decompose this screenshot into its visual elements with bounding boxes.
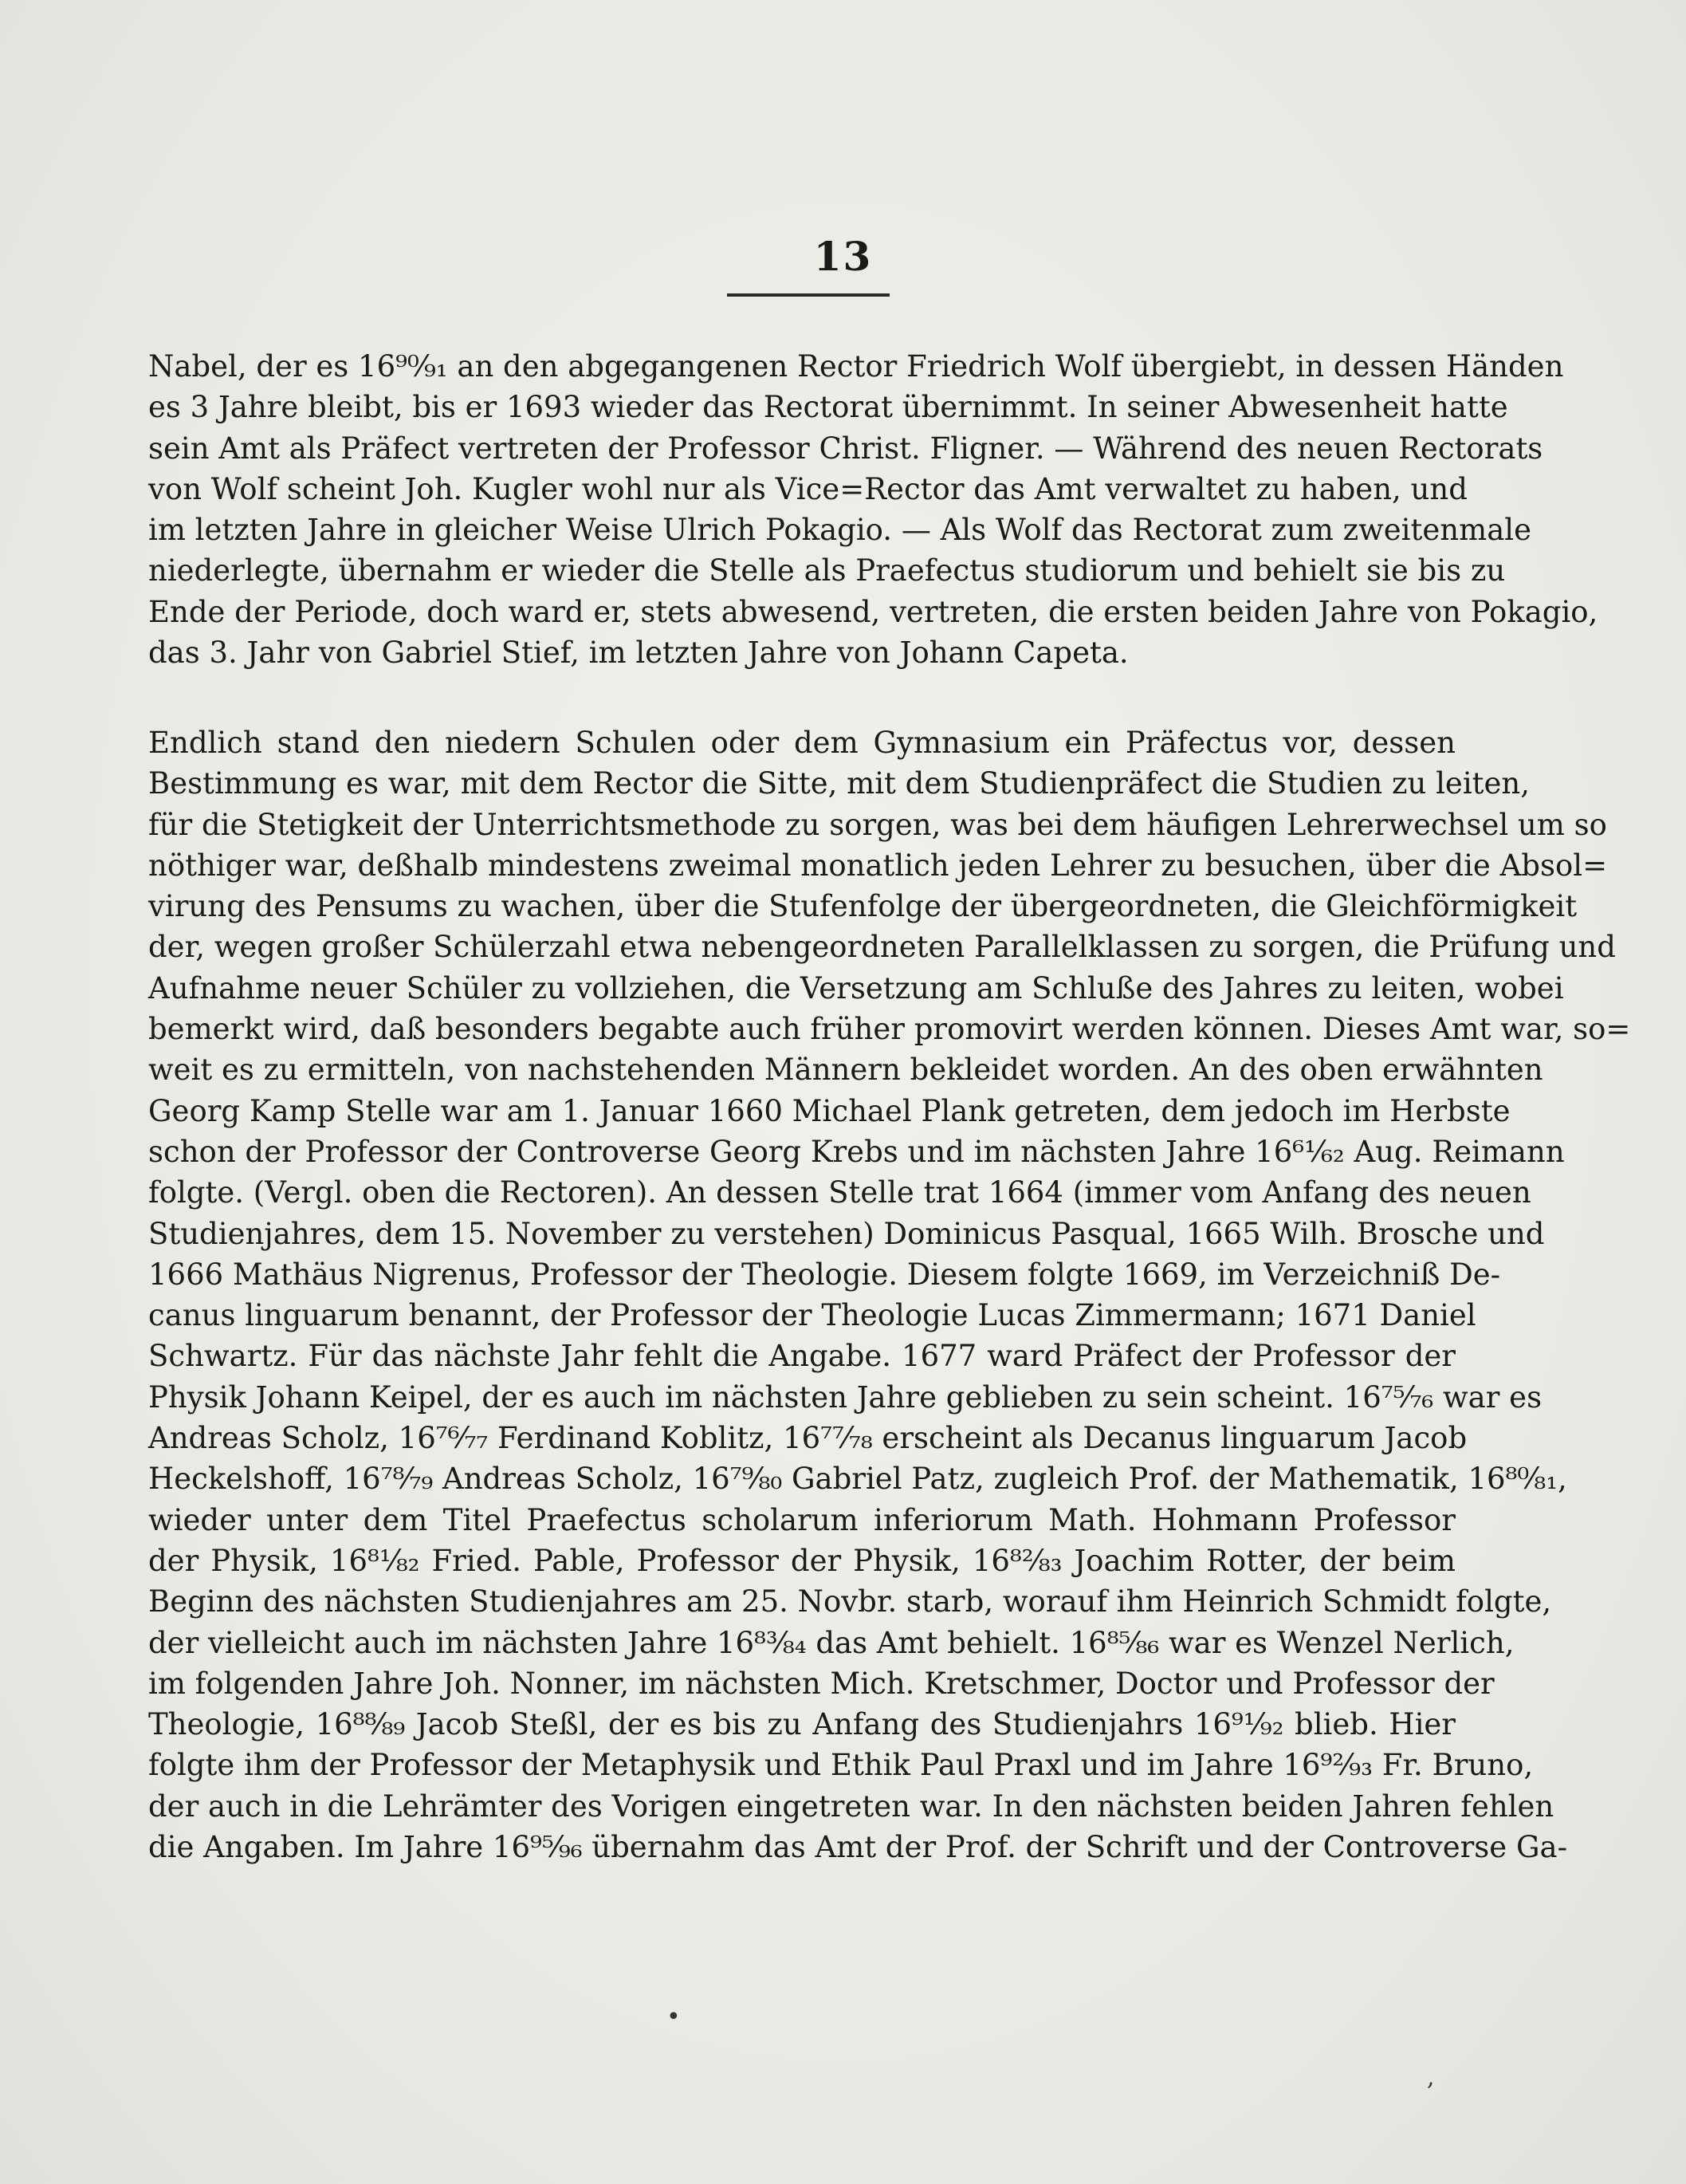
print-speck: • — [666, 2003, 681, 2031]
text-line: Theologie, 16⁸⁸⁄₈₉ Jacob Steßl, der es bis zu Anfang des Studienjahrs 16⁹¹⁄₉₂ blieb. Hier — [148, 1707, 1456, 1742]
text-line: von Wolf scheint Joh. Kugler wohl nur als Vice=Rector das Amt verwaltet zu haben, und — [148, 471, 1468, 506]
text-line: Aufnahme neuer Schüler zu vollziehen, die Versetzung am Schluße des Jahres zu leiten, wobei — [148, 970, 1564, 1005]
text-line: canus linguarum benannt, der Professor der Theologie Lucas Zimmermann; 1671 Daniel — [148, 1298, 1476, 1333]
text-line: der, wegen großer Schülerzahl etwa nebengeordneten Parallelklassen zu sorgen, die Prüfung und — [148, 930, 1616, 965]
text-line: nöthiger war, deßhalb mindestens zweimal monatlich jeden Lehrer zu besuchen, über die Absol= — [148, 848, 1608, 883]
page-number-rule — [727, 293, 890, 297]
text-line: das 3. Jahr von Gabriel Stief, im letzten Jahre von Johann Capeta. — [148, 636, 1129, 671]
text-line: wieder unter dem Titel Praefectus scholarum inferiorum Math. Hohmann Professor — [148, 1502, 1456, 1537]
text-line: es 3 Jahre bleibt, bis er 1693 wieder das Rectorat übernimmt. In seiner Abwesenheit hatte — [148, 390, 1508, 425]
text-line: schon der Professor der Controverse Georg Krebs und im nächsten Jahre 16⁶¹⁄₆₂ Aug. Reimann — [148, 1134, 1565, 1169]
text-line: Heckelshoff, 16⁷⁸⁄₇₉ Andreas Scholz, 16⁷⁹⁄₈₀ Gabriel Patz, zugleich Prof. der Mathematik, 16⁸⁰⁄₈₁, — [148, 1462, 1567, 1497]
text-line: virung des Pensums zu wachen, über die Stufenfolge der übergeordneten, die Gleichförmigkeit — [148, 889, 1578, 924]
text-line: der auch in die Lehrämter des Vorigen eingetreten war. In den nächsten beiden Jahren fehlen — [148, 1789, 1554, 1824]
text-line: der vielleicht auch im nächsten Jahre 16⁸³⁄₈₄ das Amt behielt. 16⁸⁵⁄₈₆ war es Wenzel Nerlich, — [148, 1625, 1515, 1660]
page-number: 13 — [813, 233, 873, 280]
text-line: Nabel, der es 16⁹⁰⁄₉₁ an den abgegangenen Rector Friedrich Wolf übergiebt, in dessen Händen — [148, 349, 1564, 384]
print-speck: , — [1427, 2064, 1435, 2092]
text-line: folgte ihm der Professor der Metaphysik und Ethik Paul Praxl und im Jahre 16⁹²⁄₉₃ Fr. Bruno, — [148, 1748, 1534, 1783]
text-line: der Physik, 16⁸¹⁄₈₂ Fried. Pable, Professor der Physik, 16⁸²⁄₈₃ Joachim Rotter, der beim — [148, 1543, 1456, 1578]
text-line: Georg Kamp Stelle war am 1. Januar 1660 Michael Plank getreten, dem jedoch im Herbste — [148, 1093, 1511, 1128]
paragraph-1 — [148, 346, 1598, 673]
text-line: weit es zu ermitteln, von nachstehenden Männern bekleidet worden. An des oben erwähnten — [148, 1053, 1543, 1088]
text-line: Beginn des nächsten Studienjahres am 25. Novbr. starb, worauf ihm Heinrich Schmidt folgte, — [148, 1584, 1552, 1619]
text-line: folgte. (Vergl. oben die Rectoren). An dessen Stelle trat 1664 (immer vom Anfang des neuen — [148, 1175, 1531, 1210]
text-line: Endlich stand den niedern Schulen oder dem Gymnasium ein Präfectus vor, dessen — [148, 726, 1456, 760]
text-line: Schwartz. Für das nächste Jahr fehlt die Angabe. 1677 ward Präfect der Professor der — [148, 1339, 1456, 1374]
text-line: im letzten Jahre in gleicher Weise Ulrich Pokagio. — Als Wolf das Rectorat zum zweitenmale — [148, 513, 1531, 548]
text-line: niederlegte, übernahm er wieder die Stelle als Praefectus studiorum und behielt sie bis zu — [148, 553, 1506, 588]
text-line: Physik Johann Keipel, der es auch im nächsten Jahre geblieben zu sein scheint. 16⁷⁵⁄₇₆ war es — [148, 1379, 1543, 1415]
text-line: die Angaben. Im Jahre 16⁹⁵⁄₉₆ übernahm das Amt der Prof. der Schrift und der Controverse Ga- — [148, 1830, 1568, 1865]
text-line: bemerkt wird, daß besonders begabte auch früher promovirt werden können. Dieses Amt war, so= — [148, 1012, 1631, 1047]
text-line: sein Amt als Präfect vertreten der Professor Christ. Fligner. — Während des neuen Rectorats — [148, 431, 1543, 466]
text-line: für die Stetigkeit der Unterrichtsmethode zu sorgen, was bei dem häufigen Lehrerwechsel um so — [148, 807, 1607, 842]
text-line: Ende der Periode, doch ward er, stets abwesend, vertreten, die ersten beiden Jahre von Pokagio, — [148, 594, 1598, 629]
text-line: Andreas Scholz, 16⁷⁶⁄₇₇ Ferdinand Koblitz, 16⁷⁷⁄₇₈ erscheint als Decanus linguarum Jacob — [148, 1421, 1468, 1456]
text-line: Studienjahres, dem 15. November zu verstehen) Dominicus Pasqual, 1665 Wilh. Brosche und — [148, 1216, 1545, 1251]
text-line: im folgenden Jahre Joh. Nonner, im nächsten Mich. Kretschmer, Doctor und Professor der — [148, 1666, 1495, 1701]
text-line: 1666 Mathäus Nigrenus, Professor der Theologie. Diesem folgte 1669, im Verzeichniß De- — [148, 1257, 1501, 1292]
text-line: Bestimmung es war, mit dem Rector die Sitte, mit dem Studienpräfect die Studien zu leiten, — [148, 766, 1531, 801]
paragraph-2 — [148, 722, 1631, 1867]
